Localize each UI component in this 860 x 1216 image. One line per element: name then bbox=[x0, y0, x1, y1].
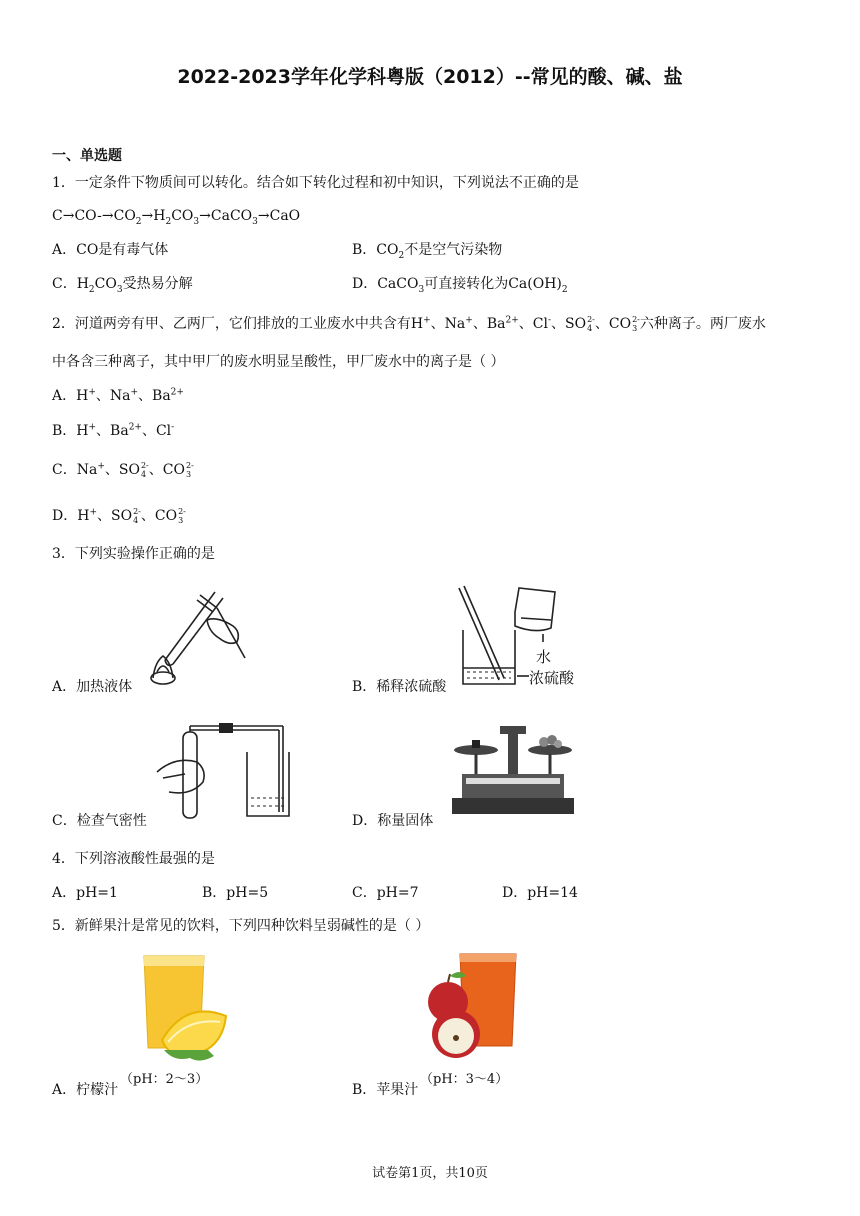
q4-option-a[interactable]: A．pH=1 bbox=[52, 885, 118, 901]
q2-stem-line2: 中各含三种离子，其中甲厂的废水明显呈酸性，甲厂废水中的离子是（ ） bbox=[52, 354, 505, 370]
q5-option-a-ph: （pH：2～3） bbox=[120, 1072, 209, 1087]
q5-option-b-ph: （pH：3～4） bbox=[420, 1072, 509, 1087]
q4-option-d[interactable]: D．pH=14 bbox=[502, 885, 578, 901]
q2-stem-line1: 2．河道两旁有甲、乙两厂，它们排放的工业废水中共含有H+、Na+、$Ba^{2+}$、Cl-、SO 2- 4 、CO 2- 3 六种离子。两厂废水 bbox=[52, 315, 766, 333]
page-footer: 试卷第1页，共10页 bbox=[372, 1166, 488, 1181]
q3-option-b[interactable]: B．稀释浓硫酸 bbox=[352, 679, 447, 695]
q2-option-a[interactable]: A．H+、Na+、$Ba^{2+}$ bbox=[52, 387, 184, 404]
q3-stem: 3．下列实验操作正确的是 bbox=[52, 546, 215, 562]
q2-option-d[interactable]: D．H+、SO 2- 4 、CO 2- 3 bbox=[52, 507, 186, 525]
q5-stem: 5．新鲜果汁是常见的饮料，下列四种饮料呈弱碱性的是（ ） bbox=[52, 918, 430, 934]
section-heading: 一、单选题 bbox=[52, 148, 122, 164]
q1-option-b[interactable]: B．$CO_2$不是空气污染物 bbox=[352, 242, 503, 261]
q1-option-c[interactable]: C．$H_2CO_3$受热易分解 bbox=[52, 276, 193, 295]
q3-option-d[interactable]: D．称量固体 bbox=[352, 813, 434, 829]
q2-option-c[interactable]: C．Na+、SO 2- 4 、CO 2- 3 bbox=[52, 461, 194, 479]
q4-option-b[interactable]: B．pH=5 bbox=[202, 885, 269, 901]
acid-label: 浓硫酸 bbox=[529, 669, 575, 687]
q1-option-d[interactable]: D．CaCO$_3$可直接转化为$Ca(OH)_2$ bbox=[352, 276, 568, 295]
heating-liquid-illustration bbox=[145, 580, 255, 692]
q1-option-a[interactable]: A．CO是有毒气体 bbox=[52, 242, 169, 258]
q1-stem: 1．一定条件下物质间可以转化。结合如下转化过程和初中知识，下列说法不正确的是 bbox=[52, 175, 579, 191]
q4-option-c[interactable]: C．pH=7 bbox=[352, 885, 419, 901]
airtightness-illustration bbox=[155, 722, 295, 822]
q5-option-b[interactable]: B．苹果汁 bbox=[352, 1082, 419, 1098]
water-label: 水 bbox=[536, 648, 552, 666]
q3-option-a[interactable]: A．加热液体 bbox=[52, 679, 133, 695]
page-title: 2022-2023学年化学科粤版（2012）--常见的酸、碱、盐 bbox=[177, 66, 683, 88]
q3-option-c[interactable]: C．检查气密性 bbox=[52, 813, 147, 829]
q4-stem: 4．下列溶液酸性最强的是 bbox=[52, 851, 215, 867]
q2-option-b[interactable]: B．H+、$Ba^{2+}$、Cl- bbox=[52, 422, 175, 439]
q5-option-a[interactable]: A．柠檬汁 bbox=[52, 1082, 119, 1098]
lemon-juice-image bbox=[138, 952, 233, 1064]
apple-juice-image bbox=[420, 950, 520, 1066]
q1-chain: $C\to CO-\to CO_2\to H_2CO_3\to CaCO_3\to CaO$ bbox=[52, 208, 301, 227]
balance-illustration bbox=[448, 726, 578, 818]
